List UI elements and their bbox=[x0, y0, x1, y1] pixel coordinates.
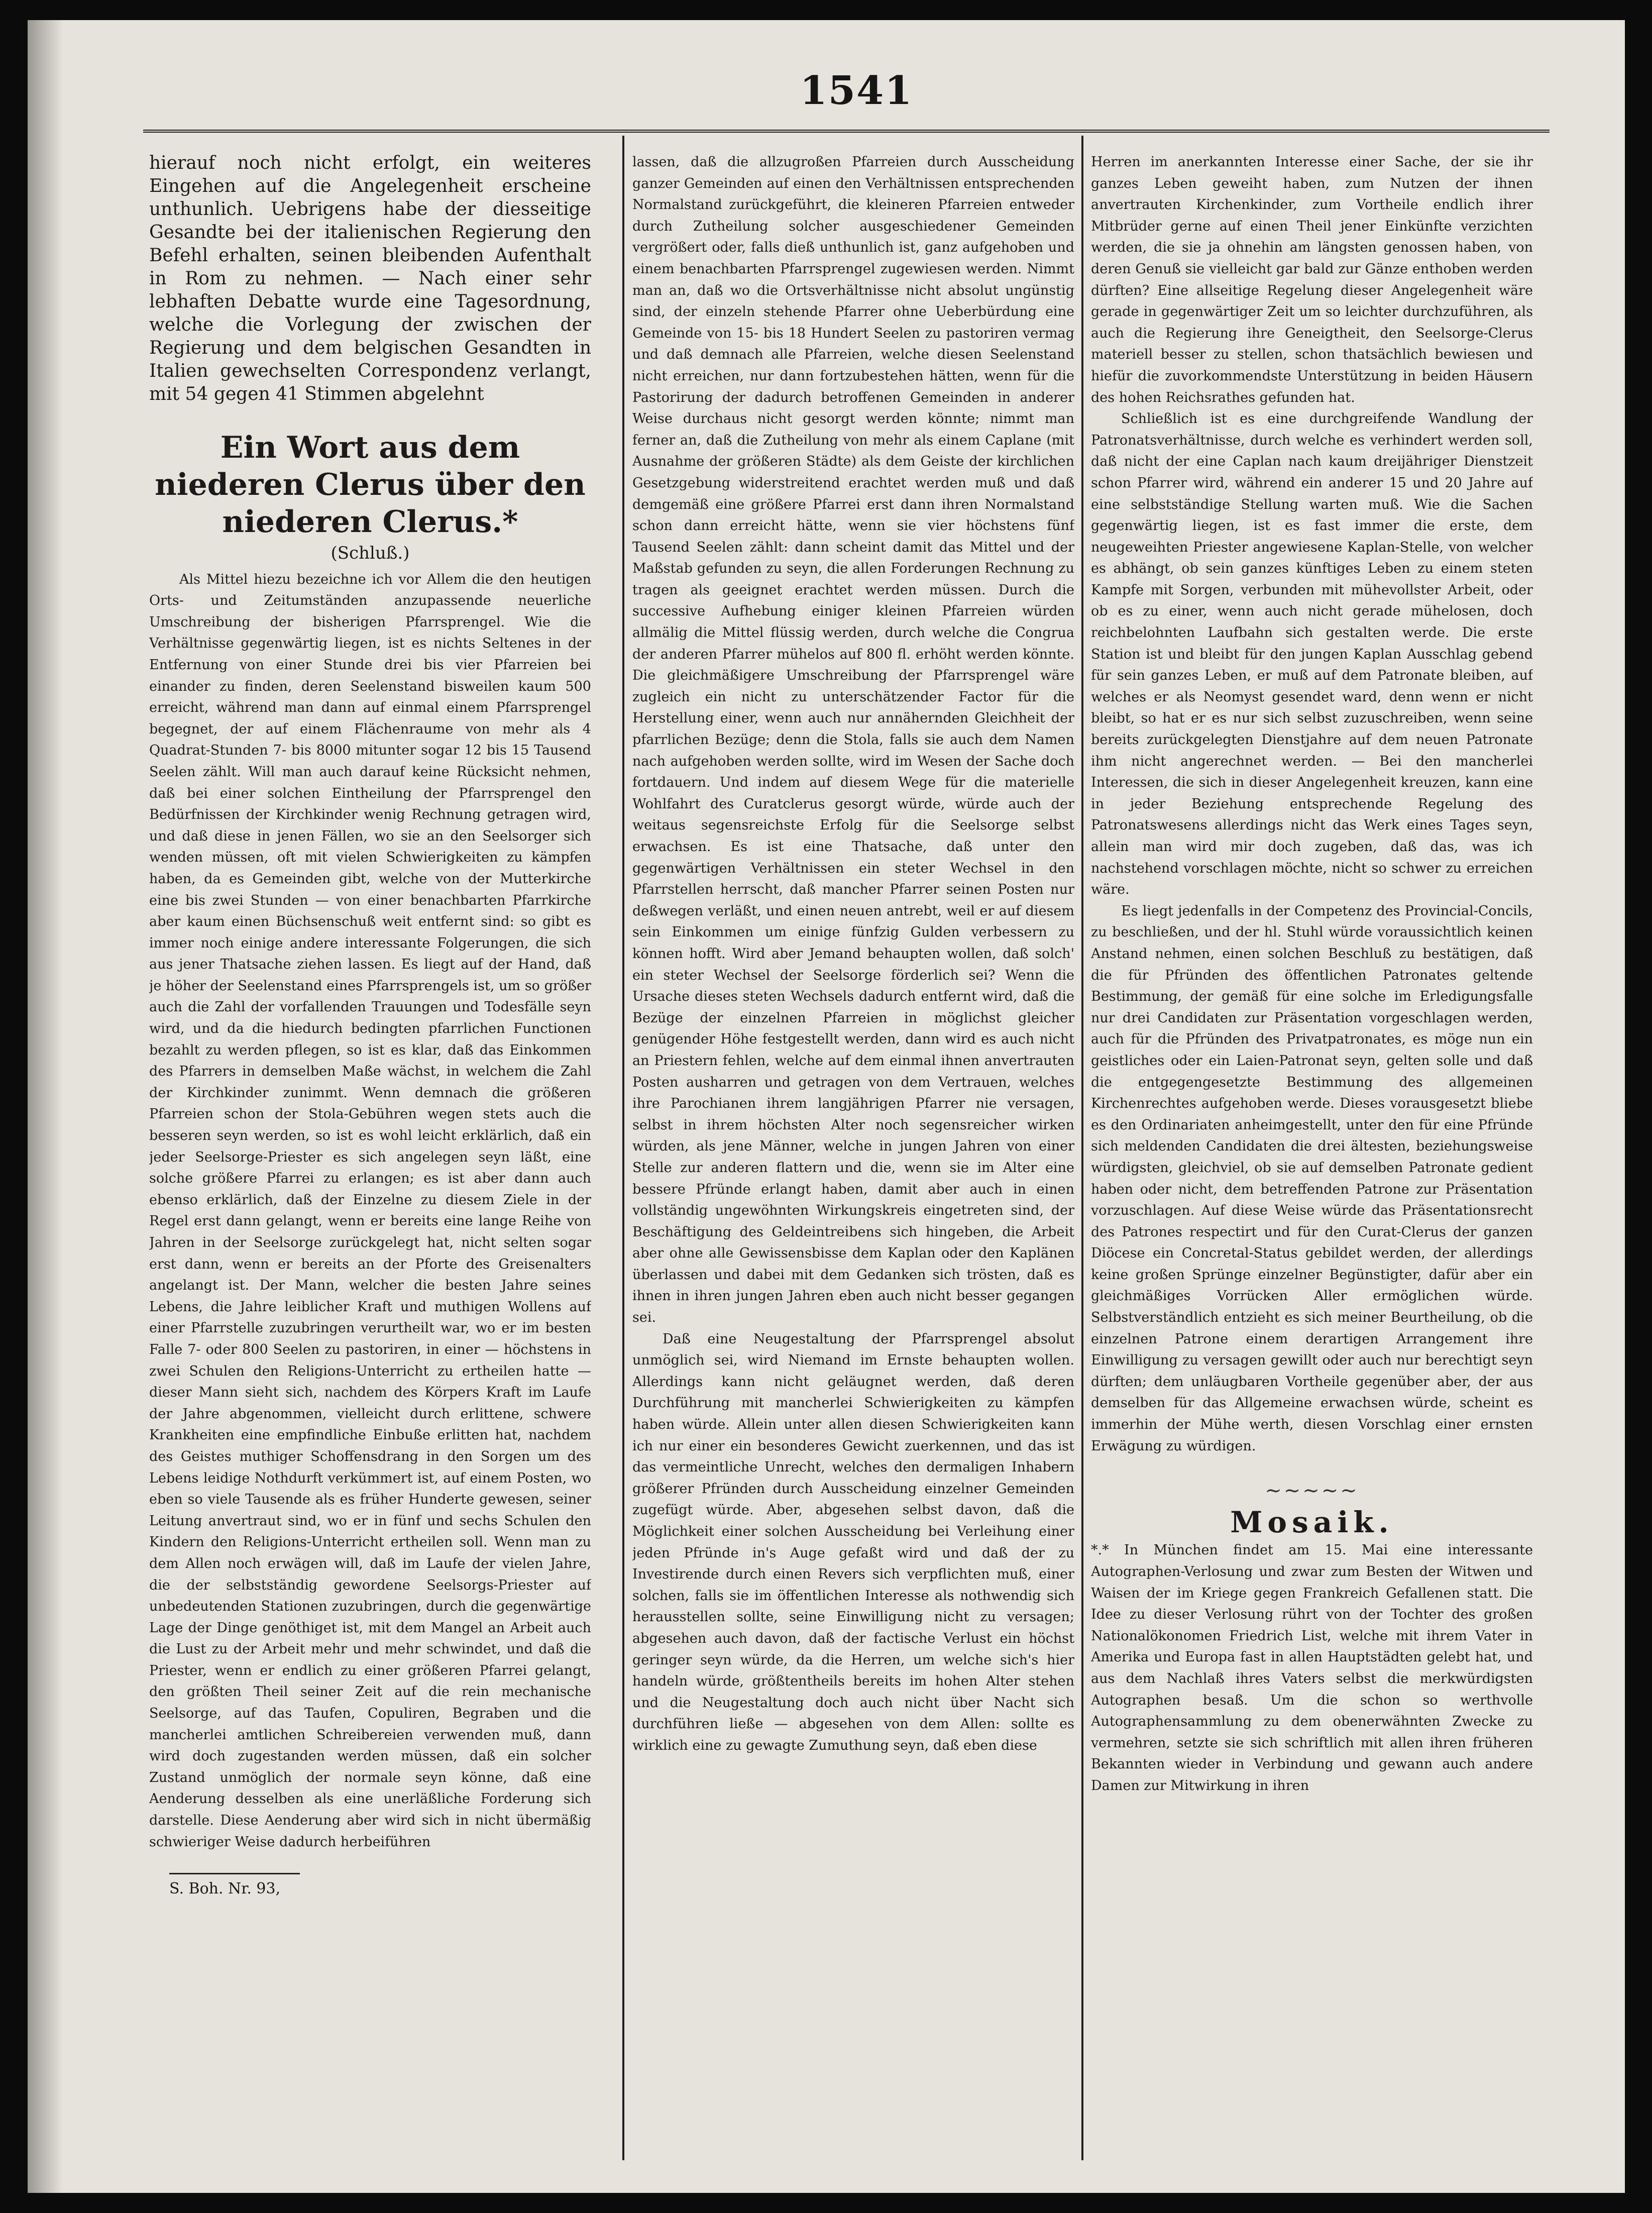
article-paragraph: Herren im anerkannten Interesse einer Sache, der sie ihr ganzes Leben geweiht haben, zum Nutzen der ihnen anvertrauten Kirchenkinder, zum Vortheile endlich ihrer Mitbrüder gerne auf einen Theil jener Einkünfte verzichten werden, die sie ja ohnehin am längsten genossen haben, von deren Genuß sie vielleicht gar bald zur Gänze enthoben werden dürften? Eine allseitige Regelung dieser Angelegenheit wäre gerade in gegenwärtiger Zeit um so leichter durchzuführen, als auch die Regierung ihre Geneigtheit, den Seelsorge-Clerus materiell besser zu stellen, schon thatsächlich bewiesen und hiefür die zuvorkommendste Unterstützung in beiden Häusern des hohen Reichsrathes gefunden hat. bbox=[1091, 154, 1533, 405]
column-2 bbox=[632, 152, 1074, 2151]
mosaik-paragraph: *.* In München findet am 15. Mai eine interessante Autographen-Verlosung und zwar zum Besten der Witwen und Waisen der im Kriege gegen Frankreich Gefallenen statt. Die Idee zu dieser Verlosung rührt von der Tochter des großen Nationalökonomen Friedrich List, welche mit ihrem Vater in Amerika und Europa fast in allen Hauptstädten gelebt hat, und aus dem Nachlaß ihres Vaters selbst die merkwürdigsten Autographen besaß. Um die schon so werthvolle Autographensammlung zu dem obenerwähnten Zwecke zu vermehren, setzte sie sich schriftlich mit allen ihren früheren Bekannten wieder in Verbindung und gewann auch andere Damen zur Mitwirkung in ihren bbox=[1091, 1542, 1533, 1794]
article-paragraph: Schließlich ist es eine durchgreifende Wandlung der Patronatsverhältnisse, durch welche es verhindert werden soll, daß nicht der eine Caplan nach kaum dreijähriger Dienstzeit schon Pfarrer wird, während ein anderer 15 und 20 Jahre auf eine selbstständige Stellung warten muß. Wie die Sachen gegenwärtig liegen, ist es fast immer die erste, dem neugeweihten Priester angewiesene Kaplan-Stelle, von welcher es abhängt, ob sein ganzes künftiges Leben zu einem steten Kampfe mit Sorgen, verbunden mit mühevollster Arbeit, oder ob es zu einer, wenn auch nicht gerade mühelosen, doch reichbelohnten Laufbahn sich gestalten werde. Die erste Station ist und bleibt für den jungen Kaplan Ausschlag gebend für sein ganzes Leben, er muß auf dem Patronate bleiben, auf welches er als Neomyst gesendet ward, denn wenn er nicht bleibt, so hat er es nur sich selbst zuzuschreiben, wenn seine bereits zurückgelegten Dienstjahre auf dem neuen Patronate ihm nicht angerechnet werden. — Bei den mancherlei Interessen, die sich in dieser Angelegenheit kreuzen, kann eine in jeder Beziehung entsprechende Regelung des Patronatswesens allerdings nicht das Werk eines Tages seyn, allein man wird mir doch zugeben, daß das, was ich nachstehend vorschlagen möchte, nicht so schwer zu erreichen wäre. bbox=[1091, 411, 1533, 898]
article-paragraph: Als Mittel hiezu bezeichne ich vor Allem die den heutigen Orts- und Zeitumständen anzupassende neuerliche Umschreibung der bisherigen Pfarrsprengel. Wie die Verhältnisse gegenwärtig liegen, ist es nichts Seltenes in der Entfernung von einer Stunde drei bis vier Pfarreien bei einander zu finden, deren Seelenstand bisweilen kaum 500 erreicht, während man dann auf einmal einem Pfarrsprengel begegnet, der auf einem Flächenraume von mehr als 4 Quadrat-Stunden 7- bis 8000 mitunter sogar 12 bis 15 Tausend Seelen zählt. Will man auch darauf keine Rücksicht nehmen, daß bei einer solchen Eintheilung der Pfarrsprengel den Bedürfnissen der Kirchkinder wenig Rechnung getragen wird, und daß diese in jenen Fällen, wo sie an den Seelsorger sich wenden müssen, oft mit vielen Schwierigkeiten zu kämpfen haben, da es Gemeinden gibt, welche von der Mutterkirche eine bis zwei Stunden — von einer benachbarten Pfarrkirche aber kaum einen Büchsenschuß weit entfernt sind: so gibt es immer noch einige andere interessante Folgerungen, die sich aus jener Thatsache ziehen lassen. Es liegt auf der Hand, daß je höher der Seelenstand eines Pfarrsprengels ist, um so größer auch die Zahl der vorfallenden Trauungen und Todesfälle seyn wird, und da die hiedurch bedingten pfarrlichen Functionen bezahlt zu werden pflegen, so ist es klar, daß das Einkommen des Pfarrers in demselben Maße wächst, in welchem die Zahl der Kirchkinder zunimmt. Wenn demnach die größeren Pfarreien schon der Stola-Gebühren wegen stets auch die besseren seyn werden, so ist es wohl leicht erklärlich, daß ein jeder Seelsorge-Priester es sich angelegen seyn läßt, eine solche größere Pfarrei zu erlangen; es ist aber dann auch ebenso erklärlich, daß der Einzelne zu diesem Ziele in der Regel erst dann gelangt, wenn er bereits eine lange Reihe von Jahren in der Seelsorge zurückgelegt hat, nicht selten sogar erst dann, wenn er bereits an der Pforte des Greisenalters angelangt ist. Der Mann, welcher die besten Jahre seines Lebens, die Jahre leiblicher Kraft und muthigen Wollens auf einer Pfarrstelle zuzubringen verurtheilt war, wo er im besten Falle 7- oder 800 Seelen zu pastoriren, in einer — höchstens in zwei Schulen den Religions-Unterricht zu ertheilen hatte — dieser Mann sieht sich, nachdem des Körpers Kraft im Laufe der Jahre abgenommen, vielleicht durch erlittene, schwere Krankheiten eine empfindliche Einbuße erlitten hat, nachdem des Geistes muthiger Schoffensdrang in den Sorgen um des Lebens leidige Nothdurft verkümmert ist, auf einem Posten, wo eben so viele Tausende als es früher Hunderte gewesen, seiner Leitung anvertraut sind, wo er in fünf und sechs Schulen den Kindern den Religions-Unterricht ertheilen soll. Wenn man zu dem Allen noch erwägen will, daß im Laufe der vielen Jahre, die der selbstständig gewordene Seelsorgs-Priester auf unbedeutenden Stationen zuzubringen, durch die gegenwärtige Lage der Dinge genöthiget ist, mit dem Mangel an Arbeit auch die Lust zu der Arbeit mehr und mehr schwindet, und daß die Priester, wenn er endlich zu einer größeren Pfarrei gelangt, den größten Theil seiner Zeit auf die rein mechanische Seelsorge, auf das Taufen, Copuliren, Begraben und die mancherlei amtlichen Schreibereien verwenden muß, dann wird doch zugestanden werden müssen, daß ein solcher Zustand unmöglich der normale seyn könne, daß eine Aenderung desselben als eine unerläßliche Forderung sich darstelle. Diese Aenderung aber wird sich in nicht übermäßig schwieriger Weise dadurch herbeiführen bbox=[149, 571, 591, 1850]
footnote: S. Boh. Nr. 93, bbox=[169, 1880, 281, 1898]
article-paragraph: Es liegt jedenfalls in der Competenz des Provincial-Concils, zu beschließen, und der hl. Stuhl würde voraussichtlich keinen Anstand nehmen, einen solchen Beschluß zu bestätigen, daß die für Pfründen des öffentlichen Patronates geltende Bestimmung, der gemäß für eine solche im Erledigungsfalle nur drei Candidaten zur Präsentation vorgeschlagen werden, auch für die Pfründen des Privatpatronates, es möge nun ein geistliches oder ein Laien-Patronat seyn, gelten solle und daß die entgegengesetzte Bestimmung des allgemeinen Kirchenrechtes aufgehoben werde. Dieses vorausgesetzt bliebe es den Ordinariaten anheimgestellt, unter den für eine Pfründe sich meldenden Candidaten die drei ältesten, beziehungsweise würdigsten, gleichviel, ob sie auf demselben Patronate gedient haben oder nicht, dem betreffenden Patrone zur Präsentation vorzuschlagen. Auf diese Weise würde das Präsentationsrecht des Patrones respectirt und für den Curat-Clerus der ganzen Diöcese ein Concretal-Status gebildet werden, der allerdings keine großen Sprünge einzelner Begünstigter, dafür aber ein gleichmäßiges Vorrücken Aller ermöglichen würde. Selbstverständlich entzieht es sich meiner Beurtheilung, ob die einzelnen Patrone einem derartigen Arrangement ihre Einwilligung zu versagen gewillt oder auch nur berechtigt seyn dürften; dem unläugbaren Vortheile gegenüber aber, der aus demselben für das Allgemeine erwachsen würde, scheint es immerhin der Mühe werth, diesen Vorschlag einer ernsten Erwägung zu würdigen. bbox=[1091, 903, 1533, 1454]
article-title: Ein Wort aus dem niederen Clerus über den niederen Clerus.* bbox=[155, 430, 586, 540]
column-3 bbox=[1091, 152, 1533, 2151]
header-rule bbox=[143, 130, 1550, 133]
newspaper-page bbox=[28, 20, 1625, 2193]
page-number: 1541 bbox=[800, 68, 913, 114]
article-paragraph: lassen, daß die allzugroßen Pfarreien durch Ausscheidung ganzer Gemeinden auf einen den Verhältnissen entsprechenden Normalstand zurückgeführt, die kleineren Pfarreien entweder durch Zutheilung solcher ausgeschiedener Gemeinden vergrößert oder, falls dieß unthunlich ist, ganz aufgehoben und einem benachbarten Pfarrsprengel zugewiesen werden. Nimmt man an, daß wo die Ortsverhältnisse nicht absolut ungünstig sind, der einzeln stehende Pfarrer ohne Ueberbürdung eine Gemeinde von 15- bis 18 Hundert Seelen zu pastoriren vermag und daß demnach alle Pfarreien, welche diesen Seelenstand nicht erreichen, nur dann fortzubestehen hätten, wenn für die Pastorirung der dadurch betroffenen Gemeinden in anderer Weise durchaus nicht gesorgt werden könnte; nimmt man ferner an, daß die Zutheilung von mehr als einem Caplane (mit Ausnahme der größeren Städte) als dem Geiste der kirchlichen Gesetzgebung widerstreitend erachtet werden muß und daß demgemäß eine größere Pfarrei erst dann ihren Normalstand schon dann erreicht hätte, wenn sie vier höchstens fünf Tausend Seelen zählt: dann scheint damit das Mittel und der Maßstab gefunden zu seyn, die allen Forderungen Rechnung zu tragen als geeignet erachtet werden müssen. Durch die successive Aufhebung einiger kleinen Pfarreien würden allmälig die Mittel flüssig werden, durch welche die Congrua der anderen Pfarrer mühelos auf 800 fl. erhöht werden könnte. Die gleichmäßigere Umschreibung der Pfarrsprengel wäre zugleich ein nicht zu unterschätzender Factor für die Herstellung einer, wenn auch nur annähernden Gleichheit der pfarrlichen Bezüge; denn die Stola, falls sie auch dem Namen nach aufgehoben werden sollte, wird im Wesen der Sache doch fortdauern. Und indem auf diesem Wege für die materielle Wohlfahrt des Curatclerus gesorgt würde, würde auch der weitaus segensreichste Erfolg für die Seelsorge selbst erwachsen. Es ist eine Thatsache, daß unter den gegenwärtigen Verhältnissen ein steter Wechsel in den Pfarrstellen herrscht, daß mancher Pfarrer seinen Posten nur deßwegen verläßt, und einen neuen antrebt, weil er auf diesem sein Einkommen um einige fünfzig Gulden verbessern zu können hofft. Wird aber Jemand behaupten wollen, daß solch' ein steter Wechsel der Seelsorge förderlich sei? Wenn die Ursache dieses steten Wechsels dadurch entfernt wird, daß die Bezüge der einzelnen Pfarreien in möglichst gleicher genügender Höhe festgestellt werden, dann wird es auch nicht an Priestern fehlen, welche auf dem einmal ihnen anvertrauten Posten ausharren und getragen von dem Vertrauen, welches ihre Parochianen ihrem langjährigen Pfarrer nie versagen, selbst in ihrem höchsten Alter noch segensreicher wirken würden, als jene Männer, welche in jungen Jahren von einer Stelle zur anderen flattern und die, wenn sie im Alter eine bessere Pfründe erlangt haben, damit aber auch in einen vollständig ungewöhnten Wirkungskreis eingetreten sind, der Beschäftigung des Geldeintreibens sich hingeben, die Arbeit aber ohne alle Gewissensbisse dem Kaplan oder den Kaplänen überlassen und dabei mit dem Gedanken sich trösten, daß es ihnen in ihren jungen Jahren eben auch nicht besser gegangen sei. bbox=[632, 154, 1074, 1326]
section-title: Mosaik. bbox=[1230, 1505, 1394, 1539]
page-gutter-shadow bbox=[28, 20, 63, 2193]
intro-paragraph: hierauf noch nicht erfolgt, ein weiteres Eingehen auf die Angelegenheit erscheine unthunlich. Uebrigens habe der diesseitige Gesandte bei der italienischen Regierung den Befehl erhalten, seinen bleibenden Aufenthalt in Rom zu nehmen. — Nach einer sehr lebhaften Debatte wurde eine Tagesordnung, welche die Vorlegung der zwischen der Regierung und dem belgischen Gesandten in Italien gewechselten Correspondenz verlangt, mit 54 gegen 41 Stimmen abgelehnt bbox=[149, 153, 591, 404]
column-1 bbox=[149, 152, 591, 2151]
column-rule-2 bbox=[1081, 136, 1083, 2160]
column-rule-1 bbox=[622, 136, 624, 2160]
article-paragraph: Daß eine Neugestaltung der Pfarrsprengel absolut unmöglich sei, wird Niemand im Ernste behaupten wollen. Allerdings kann nicht geläugnet werden, daß deren Durchführung mit mancherlei Schwierigkeiten zu kämpfen haben würde. Allein unter allen diesen Schwierigkeiten kann ich nur einer ein besonderes Gewicht zuerkennen, und das ist das vermeintliche Unrecht, welches den dermaligen Inhabern größerer Pfründen durch Ausscheidung einzelner Gemeinden zugefügt würde. Aber, abgesehen selbst davon, daß die Möglichkeit einer solchen Ausscheidung bei Verleihung einer jeden Pfründe in's Auge gefaßt wird und daß der zu Investirende durch einen Revers sich verpflichten muß, einer solchen, falls sie im öffentlichen Interesse als nothwendig sich herausstellen sollte, seine Einwilligung nicht zu versagen; abgesehen auch davon, daß der factische Verlust ein höchst geringer seyn würde, da die Herren, um welche sich's hier handeln würde, größtentheils bereits im hohen Alter stehen und die Neugestaltung doch auch nicht über Nacht sich durchführen ließe — abgesehen von dem Allen: sollte es wirklich eine zu gewagte Zumuthung seyn, daß eben diese bbox=[632, 1331, 1074, 1753]
section-ornament: ~~~~~ bbox=[1265, 1479, 1359, 1503]
article-subtitle: (Schluß.) bbox=[331, 543, 410, 563]
footnote-rule bbox=[169, 1873, 300, 1874]
